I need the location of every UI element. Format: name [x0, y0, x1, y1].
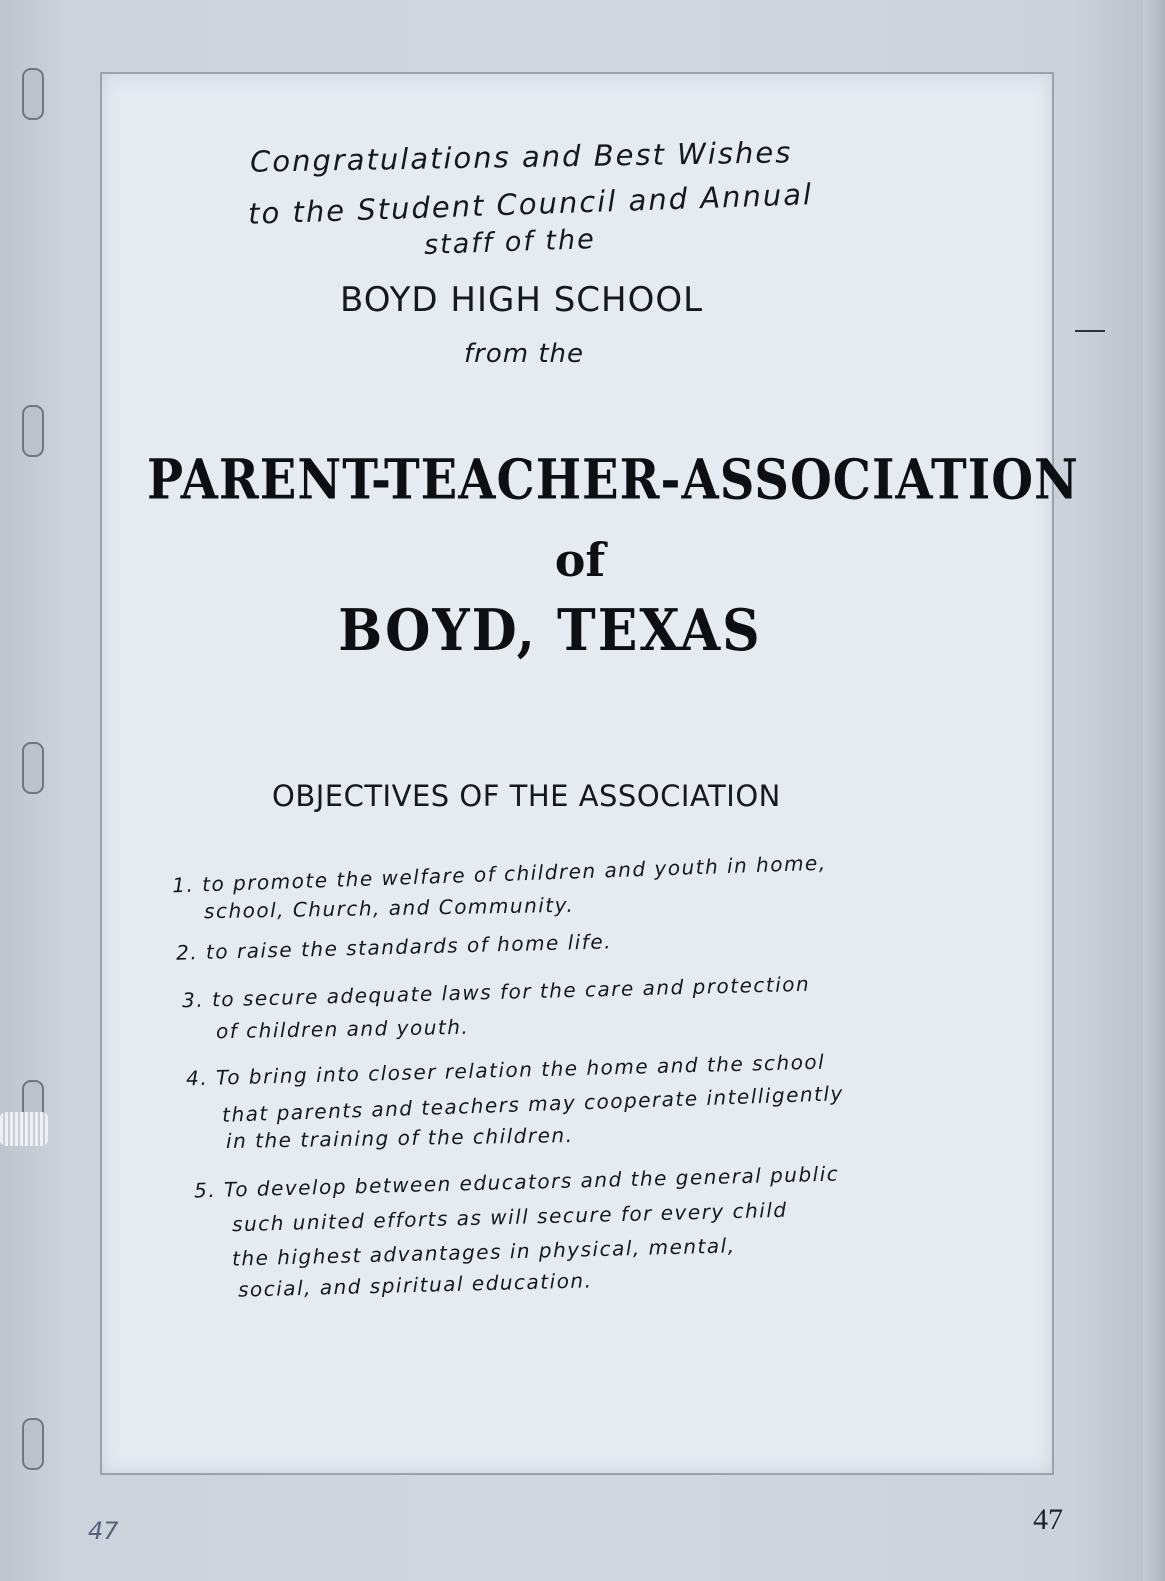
binding-hole	[22, 405, 44, 457]
binding-hole	[22, 742, 44, 794]
of-text: of	[554, 533, 606, 587]
binding-thread	[0, 1112, 48, 1146]
page-number: 47	[1033, 1503, 1063, 1536]
objective-5-line-3: the highest advantages in physical, mental,	[231, 1233, 736, 1271]
objective-4-line-3: in the training of the children.	[225, 1122, 574, 1154]
objective-5-line-4: social, and spiritual education.	[237, 1268, 593, 1302]
greeting-line-1: Congratulations and Best Wishes	[249, 135, 793, 179]
greeting-line-2: to the Student Council and Annual	[247, 177, 814, 231]
objectives-title: OBJECTIVES OF THE ASSOCIATION	[272, 779, 781, 813]
edge-mark	[1075, 330, 1105, 332]
objective-2-line-1: 2. to raise the standards of home life.	[175, 929, 613, 965]
objective-5-line-1: 5. To develop between educators and the general public	[193, 1161, 840, 1203]
objective-3-line-1: 3. to secure adequate laws for the care and protection	[181, 971, 811, 1013]
city-title: BOYD, TEXAS	[338, 596, 762, 665]
binding-hole	[22, 68, 44, 120]
binding-hole	[22, 1418, 44, 1470]
organization-title: PARENT-TEACHER-ASSOCIATION	[147, 447, 1079, 513]
greeting-line-3: staff of the	[423, 224, 597, 261]
objective-4-line-1: 4. To bring into closer relation the home and the school	[185, 1049, 826, 1091]
objective-1-line-1: 1. to promote the welfare of children and youth in home,	[171, 850, 827, 898]
objective-5-line-2: such united efforts as will secure for every child	[231, 1197, 788, 1237]
from-the: from the	[464, 339, 585, 369]
school-name: BOYD HIGH SCHOOL	[340, 280, 704, 320]
objective-4-line-2: that parents and teachers may cooperate intelligently	[221, 1081, 845, 1127]
objective-3-line-2: of children and youth.	[215, 1014, 470, 1044]
objective-1-line-2: school, Church, and Community.	[203, 892, 575, 924]
pencil-page-number: 47	[88, 1517, 119, 1545]
page-edge	[1143, 0, 1165, 1581]
